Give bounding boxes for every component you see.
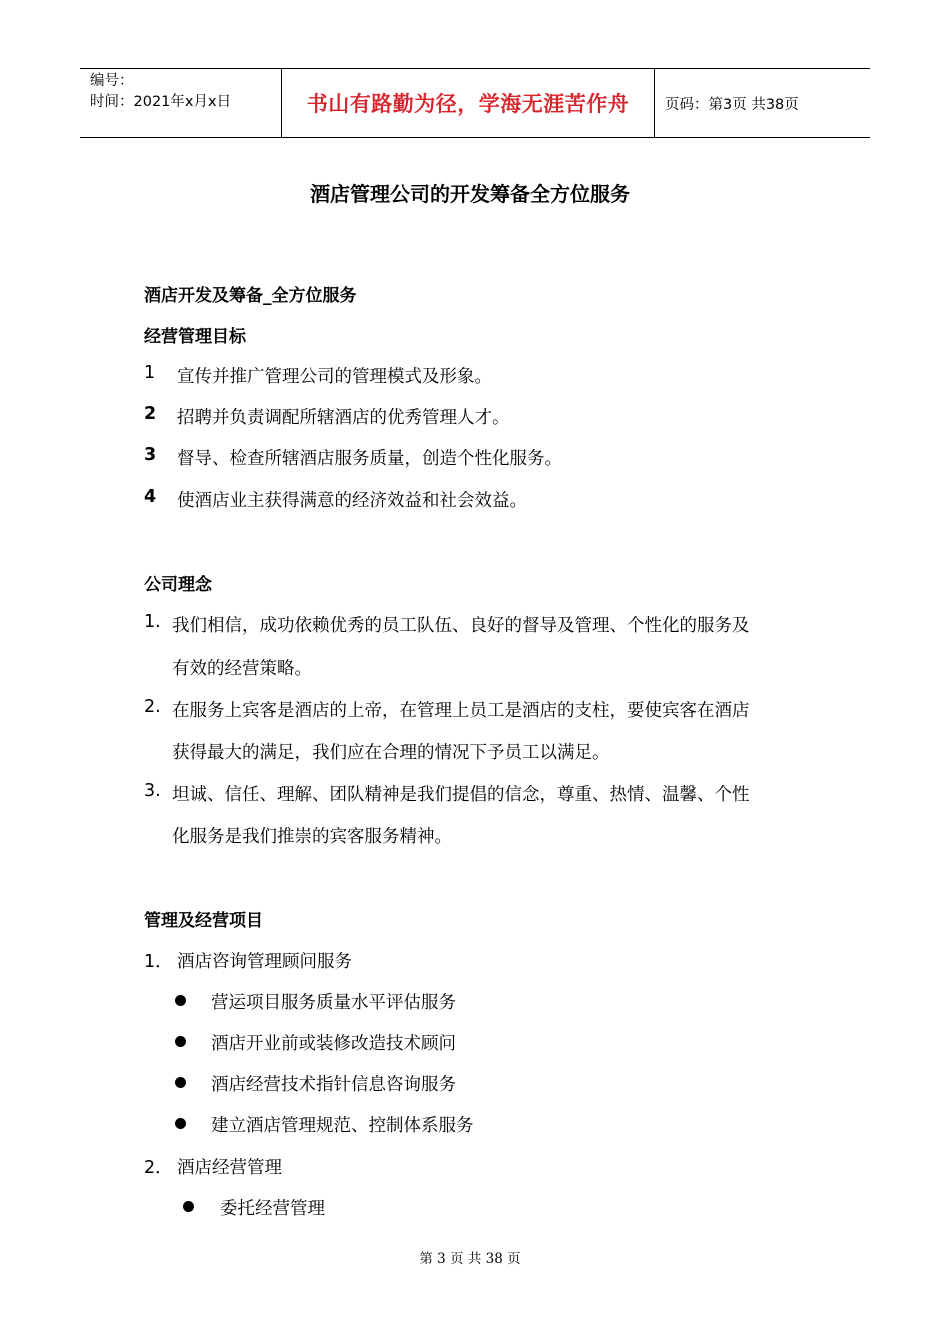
goal-text: 督导、检查所辖酒店服务质量，创造个性化服务。 (177, 449, 562, 469)
goal-text: 使酒店业主获得满意的经济效益和社会效益。 (177, 491, 527, 511)
bullet-dot-icon (175, 1036, 186, 1047)
header-meta (80, 69, 282, 137)
project-bullet-text: 营运项目服务质量水平评估服务 (211, 993, 456, 1013)
header-id-label: 编号： (90, 73, 134, 89)
philosophy-text-line2: 获得最大的满足，我们应在合理的情况下予员工以满足。 (172, 743, 610, 763)
project-number: 1． (144, 952, 173, 972)
goals-heading: 经营管理目标 (144, 327, 246, 347)
project-bullet-text: 委托经营管理 (220, 1199, 325, 1219)
philosophy-heading: 公司理念 (144, 575, 212, 595)
philosophy-number: 2. (144, 697, 161, 717)
bullet-dot-icon (175, 1077, 186, 1088)
project-number: 2． (144, 1158, 173, 1178)
header-time-label: 时间：2021年x月x日 (90, 94, 232, 110)
project-text: 酒店经营管理 (177, 1158, 282, 1178)
philosophy-number: 3. (144, 781, 161, 801)
page-header (80, 68, 870, 138)
document-title: 酒店管理公司的开发筹备全方位服务 (310, 182, 630, 206)
bullet-dot-icon (175, 995, 186, 1006)
philosophy-number: 1. (144, 612, 161, 632)
philosophy-text-line2: 化服务是我们推崇的宾客服务精神。 (172, 827, 452, 847)
philosophy-text-line1: 在服务上宾客是酒店的上帝，在管理上员工是酒店的支柱，要使宾客在酒店 (172, 701, 750, 721)
project-text: 酒店咨询管理顾问服务 (177, 952, 352, 972)
goal-text: 招聘并负责调配所辖酒店的优秀管理人才。 (177, 408, 510, 428)
goal-text: 宣传并推广管理公司的管理模式及形象。 (177, 367, 492, 387)
bullet-dot-icon (175, 1118, 186, 1129)
philosophy-text-line1: 坦诚、信任、理解、团队精神是我们提倡的信念，尊重、热情、温馨、个性 (172, 785, 750, 805)
projects-heading: 管理及经营项目 (144, 911, 263, 931)
intro-heading: 酒店开发及筹备_全方位服务 (144, 286, 357, 306)
project-bullet-text: 酒店经营技术指针信息咨询服务 (211, 1075, 456, 1095)
header-motto: 书山有路勤为径，学海无涯苦作舟 (306, 91, 630, 116)
goal-number: 4 (144, 487, 157, 507)
project-bullet-text: 酒店开业前或装修改造技术顾问 (211, 1034, 456, 1054)
project-bullet-text: 建立酒店管理规范、控制体系服务 (211, 1116, 474, 1136)
goal-number: 1 (144, 363, 156, 383)
bullet-dot-icon (183, 1201, 194, 1212)
goal-number: 3 (144, 445, 157, 465)
philosophy-text-line2: 有效的经营策略。 (172, 659, 312, 679)
header-page-info: 页码：第3页 共38页 (665, 96, 799, 113)
header-motto-cell (282, 69, 655, 137)
goal-number: 2 (144, 404, 157, 424)
page-footer: 第 3 页 共 38 页 (419, 1251, 521, 1267)
philosophy-text-line1: 我们相信，成功依赖优秀的员工队伍、良好的督导及管理、个性化的服务及 (172, 616, 750, 636)
